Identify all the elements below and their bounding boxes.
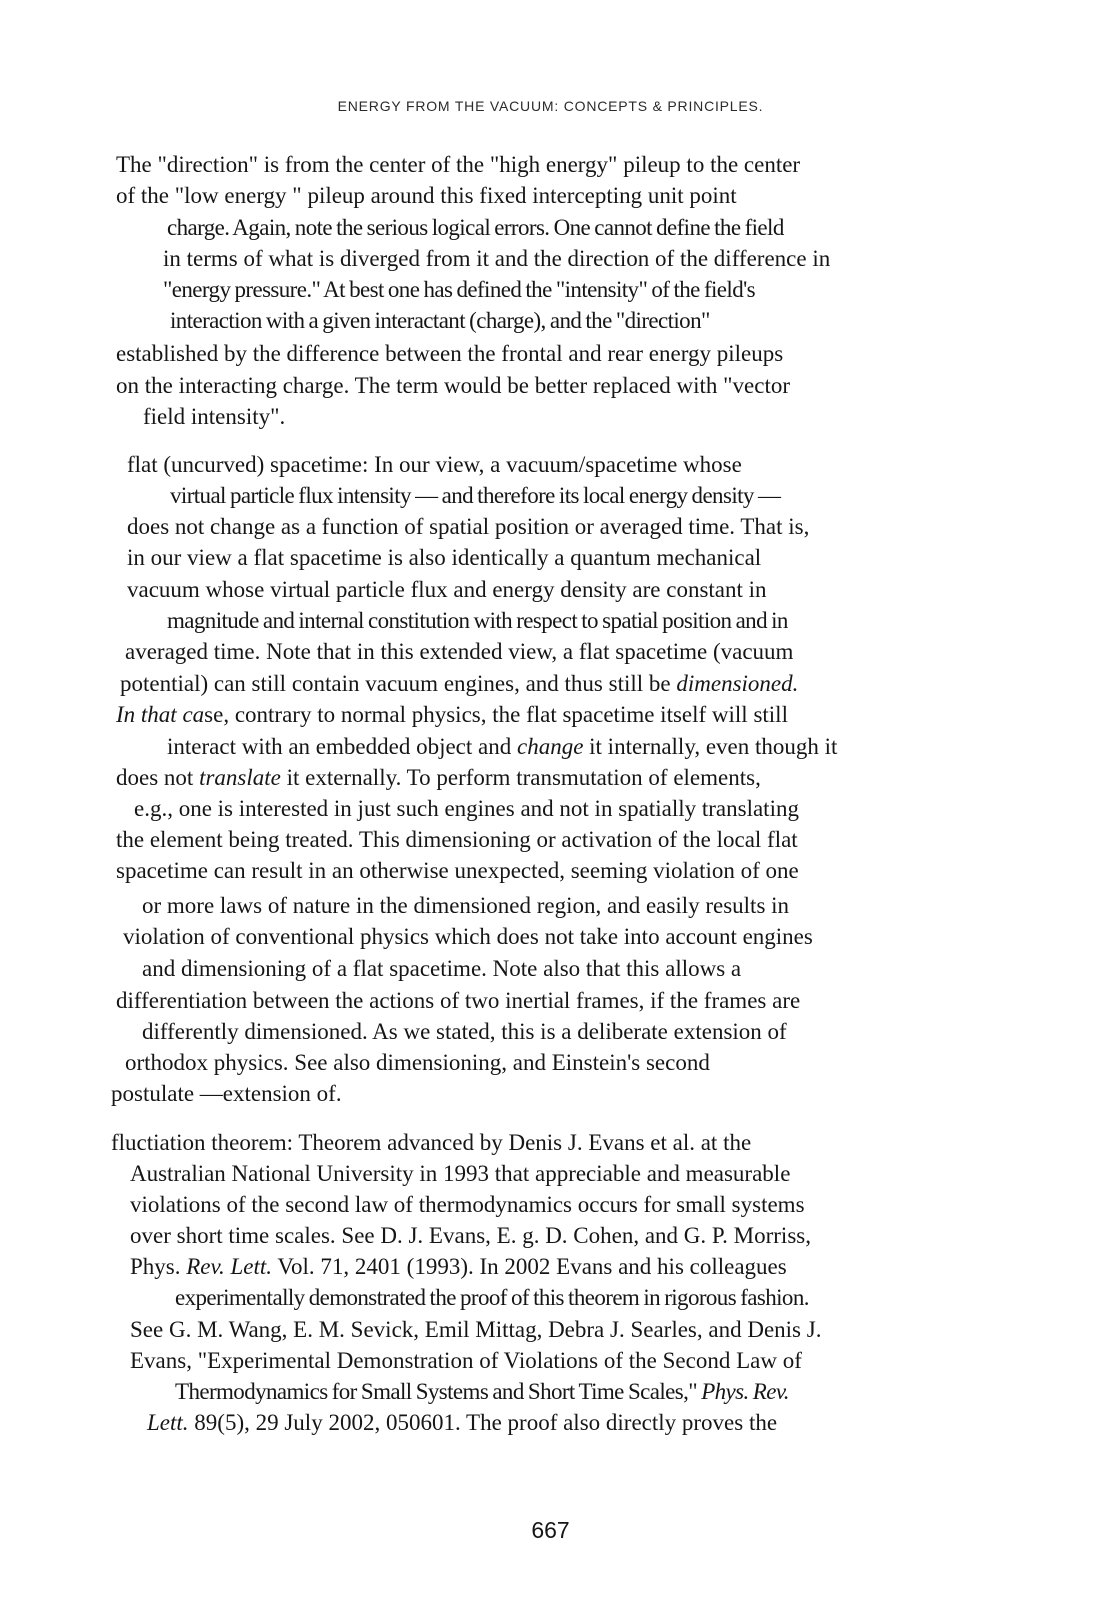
text-line: does not change as a function of spatial position or averaged time. That is, [127, 514, 810, 539]
text-line: the element being treated. This dimensioning or activation of the local flat [116, 827, 798, 852]
text-line: postulate —extension of. [111, 1081, 342, 1106]
text-line: violation of conventional physics which does not take into account engines [123, 924, 813, 949]
text-line: charge. Again, note the serious logical errors. One cannot define the field [167, 215, 784, 240]
text-line: vacuum whose virtual particle flux and energy density are constant in [127, 577, 767, 602]
text-line: field intensity". [143, 404, 286, 429]
text-line: Thermodynamics for Small Systems and Short Time Scales," Phys. Rev. [175, 1379, 789, 1404]
text-line: averaged time. Note that in this extended view, a flat spacetime (vacuum [125, 639, 794, 664]
text-line: and dimensioning of a flat spacetime. Note also that this allows a [142, 956, 742, 981]
text-line: on the interacting charge. The term would be better replaced with "vector [116, 373, 790, 398]
text-line: or more laws of nature in the dimensioned region, and easily results in [142, 893, 790, 918]
text-line: Lett. 89(5), 29 July 2002, 050601. The proof also directly proves the [147, 1410, 778, 1435]
text-line: of the "low energy " pileup around this fixed intercepting unit point [116, 183, 737, 208]
text-line: experimentally demonstrated the proof of this theorem in rigorous fashion. [175, 1285, 809, 1310]
text-line: Evans, "Experimental Demonstration of Violations of the Second Law of [130, 1348, 802, 1373]
text-line: spacetime can result in an otherwise unexpected, seeming violation of one [116, 858, 799, 883]
text-line: in our view a flat spacetime is also identically a quantum mechanical [127, 545, 762, 570]
text-line: The "direction" is from the center of the "high energy" pileup to the center [116, 152, 801, 177]
text-line: Australian National University in 1993 that appreciable and measurable [130, 1161, 791, 1186]
text-line: over short time scales. See D. J. Evans, E. g. D. Cohen, and G. P. Morriss, [130, 1223, 811, 1248]
text-line: violations of the second law of thermodynamics occurs for small systems [130, 1192, 805, 1217]
text-line: orthodox physics. See also dimensioning, and Einstein's second [125, 1050, 710, 1075]
text-line: In that case, contrary to normal physics, the flat spacetime itself will still [116, 702, 788, 727]
text-line: differently dimensioned. As we stated, this is a deliberate extension of [142, 1019, 787, 1044]
text-line: virtual particle flux intensity — and therefore its local energy density — [170, 483, 781, 508]
text-line: in terms of what is diverged from it and the direction of the difference in [163, 246, 831, 271]
text-line: "energy pressure." At best one has defined the "intensity" of the field's [163, 277, 755, 302]
text-line: e.g., one is interested in just such engines and not in spatially translating [134, 796, 799, 821]
text-line: See G. M. Wang, E. M. Sevick, Emil Mittag, Debra J. Searles, and Denis J. [130, 1317, 822, 1342]
text-line: established by the difference between the frontal and rear energy pileups [116, 341, 784, 366]
page-number: 667 [531, 1517, 570, 1543]
text-line: Phys. Rev. Lett. Vol. 71, 2401 (1993). In 2002 Evans and his colleagues [130, 1254, 787, 1279]
running-header: ENERGY FROM THE VACUUM: CONCEPTS & PRINCIPLES. [337, 98, 764, 114]
text-line: flat (uncurved) spacetime: In our view, a vacuum/spacetime whose [127, 452, 742, 477]
text-line: potential) can still contain vacuum engines, and thus still be dimensioned. [120, 671, 799, 696]
text-line: magnitude and internal constitution with respect to spatial position and in [167, 608, 788, 633]
text-line: does not translate it externally. To perform transmutation of elements, [116, 765, 761, 790]
text-line: fluctiation theorem: Theorem advanced by Denis J. Evans et al. at the [111, 1130, 752, 1155]
text-line: interact with an embedded object and change it internally, even though it [167, 734, 838, 759]
text-line: interaction with a given interactant (charge), and the "direction" [170, 308, 710, 333]
text-line: differentiation between the actions of two inertial frames, if the frames are [116, 988, 801, 1013]
